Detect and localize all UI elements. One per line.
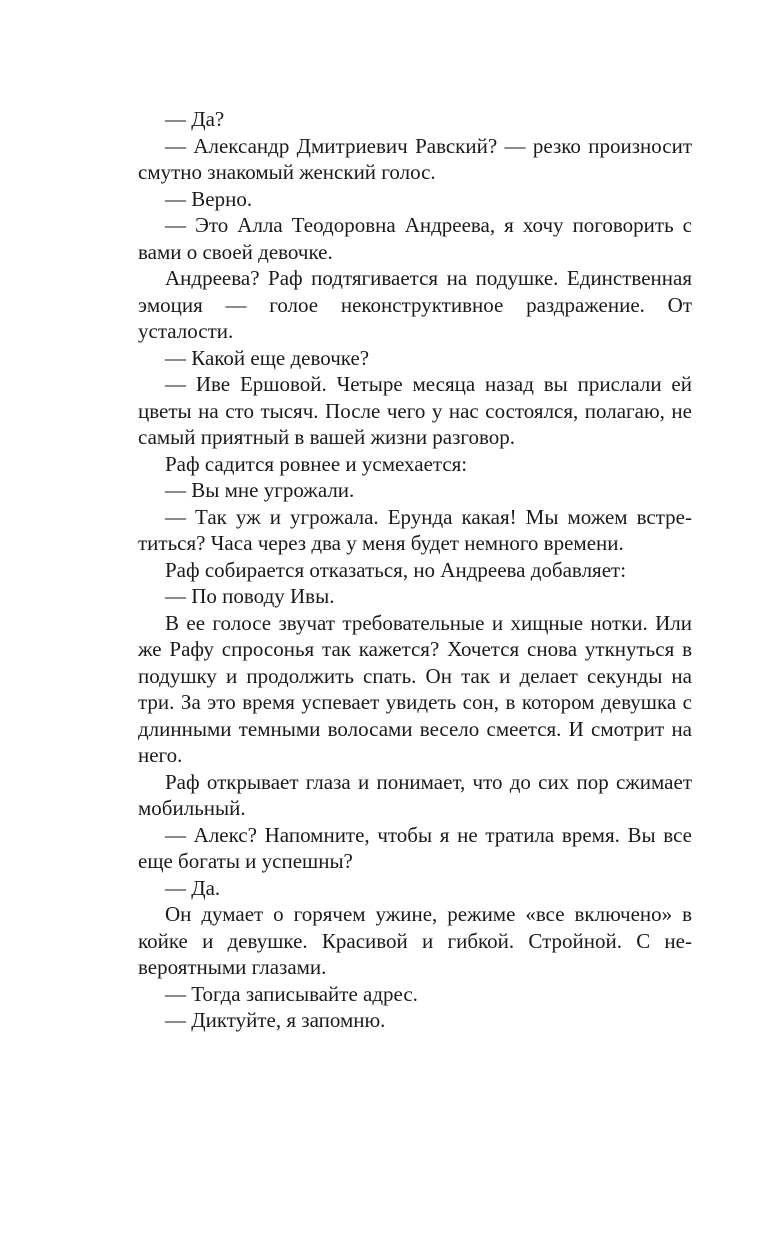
paragraph: — Какой еще девочке? <box>165 345 370 370</box>
paragraph: — По поводу Ивы. <box>165 584 335 608</box>
paragraph: Раф собирается отказаться, но Андреева добавляет: <box>165 557 627 582</box>
page-text <box>138 106 692 1034</box>
paragraph: — Иве Ершовой. Четыре месяца назад вы прислали ей цветы на сто тысяч. После чего у нас состоялся, полагаю, не самый приятный в вашей жизни разговор. <box>138 372 692 449</box>
paragraph: — Тогда записывайте адрес. <box>165 981 418 1006</box>
paragraph: — Вы мне угрожали. <box>165 478 355 502</box>
paragraph: — Алекс? Напомните, чтобы я не тратила время. Вы все еще богаты и успешны? <box>138 822 692 873</box>
paragraph: Андреева? Раф подтягивается на подушке. Единственная эмоция — голое неконструктивное раздражение. От усталости. <box>138 266 692 343</box>
paragraph: Раф садится ровнее и усмехается: <box>165 451 468 476</box>
paragraph: — Да? <box>165 107 225 131</box>
paragraph: Раф открывает глаза и понимает, что до сих пор сжимает мобильный. <box>138 769 692 820</box>
paragraph: — Диктуйте, я запомню. <box>165 1008 386 1032</box>
paragraph: — Так уж и угрожала. Ерунда какая! Мы можем встретиться? Часа через два у меня будет немного времени. <box>138 504 692 555</box>
paragraph: — Да. <box>165 875 221 900</box>
paragraph: — Это Алла Теодоровна Андреева, я хочу поговорить с вами о своей девочке. <box>138 213 692 264</box>
paragraph: Он думает о горячем ужине, режиме «все включено» в койке и девушке. Красивой и гибкой. Стройной. С невероятными глазами. <box>138 902 692 979</box>
paragraph: — Александр Дмитриевич Равский? — резко произносит смутно знакомый женский голос. <box>138 133 692 184</box>
paragraph: В ее голосе звучат требовательные и хищные нотки. Или же Рафу спросонья так кажется? Хочется снова уткнуться в подушку и продолжить спать. Он так и делает секунды на три. За это время успевает увидеть сон, в котором девушка с длинными темными волосами весело смеется. И смотрит на него. <box>138 610 692 767</box>
paragraph: — Верно. <box>165 186 253 211</box>
